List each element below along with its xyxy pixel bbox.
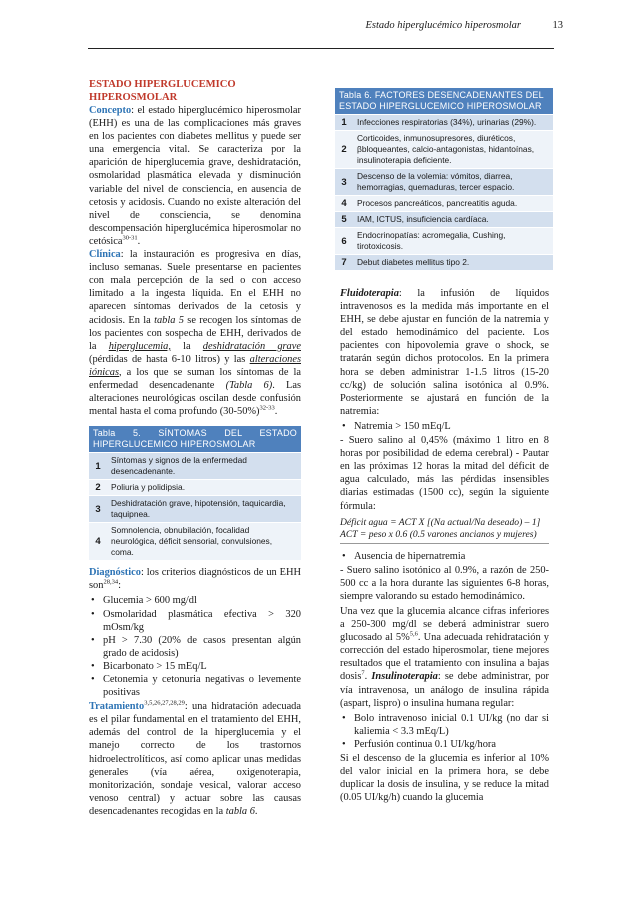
criteria-list xyxy=(89,594,301,699)
table-5-body xyxy=(89,452,301,560)
row-text: Síntomas y signos de la enfermedad desencadenante. xyxy=(107,453,301,480)
row-text: Somnolencia, obnubilación, focalidad neurológica, déficit sensorial, convulsiones, coma. xyxy=(107,523,301,561)
list-item: • Bicarbonato > 15 mEq/L xyxy=(103,660,301,673)
clinica-text: , a los que se suman los síntomas de la enfermedad desencadenante xyxy=(89,366,301,391)
clinica-text: se recogen los síntomas de los pacientes con sospecha de EHH, derivados de la xyxy=(89,314,302,352)
table-5-title: Tabla 5. SÍNTOMAS DEL ESTADO HIPERGLUCEMICO HIPEROSMOLAR xyxy=(89,426,301,452)
fluidoterapia-paragraph xyxy=(340,287,549,418)
tabla5-ref: tabla 5 xyxy=(154,314,184,326)
row-number: 3 xyxy=(89,496,107,523)
row-number: 3 xyxy=(335,169,353,196)
left-column xyxy=(89,78,301,820)
list-item: • Natremia > 150 mEq/L xyxy=(354,420,549,433)
ausencia-list xyxy=(340,550,549,563)
tratamiento-ref: 3,5,26,27,28,29 xyxy=(144,699,185,707)
running-title: Estado hiperglucémico hiperosmolar xyxy=(365,20,521,31)
table-6-title: Tabla 6. FACTORES DESENCADENANTES DEL ESTADO HIPERGLUCEMICO HIPEROSMOLAR xyxy=(335,88,553,114)
row-number: 6 xyxy=(335,228,353,255)
table-row xyxy=(335,228,553,255)
page-number: 13 xyxy=(552,20,563,31)
diagnostico-paragraph xyxy=(89,566,301,592)
table-row xyxy=(335,255,553,271)
row-text: IAM, ICTUS, insuficiencia cardíaca. xyxy=(353,212,553,228)
concepto-label: Concepto xyxy=(89,105,132,116)
tabla6-ref: tabla 6 xyxy=(225,805,255,817)
table-row xyxy=(89,453,301,480)
table-6 xyxy=(335,88,553,270)
list-item: • Ausencia de hipernatremia xyxy=(354,550,549,563)
glucemia-ref: 5,6 xyxy=(409,630,418,638)
glucemia-text: Una vez que la glucemia alcance cifras inferiores a 250-300 mg/dl se deberá administrar suero glucosado al 5% xyxy=(340,605,549,644)
concepto-end: . xyxy=(137,235,141,247)
tratamiento-end: . xyxy=(254,805,258,817)
table-row xyxy=(335,169,553,196)
insulin-list xyxy=(340,712,549,751)
table-row xyxy=(89,523,301,561)
clinica-text: : la instauración es progresiva en días, incluso semanas. Suele presentarse en pacientes con mala percepción de la sed o con acceso limitado a la ingesta líquida. En el EHH no aparecen síntomas derivados de la cetosis y acidosis. En la xyxy=(89,249,301,326)
row-text: Infecciones respiratorias (34%), urinarias (29%). xyxy=(353,115,553,131)
list-item: • Osmolaridad plasmática efectiva > 320 mOsm/kg xyxy=(103,608,301,634)
tratamiento-paragraph xyxy=(89,700,301,818)
header-divider xyxy=(88,48,554,49)
concepto-text: : el estado hiperglucémico hiperosmolar (EHH) es una de las complicaciones más graves en los pacientes con diabetes mellitus y puede ser una emergencia vital. Se caracteriza por la aparición de hiperglucemia grave, deshidratación, osmolaridad plasmática elevada y disminución variable del nivel de consciencia, en ausencia de cetosis y acidosis. Cuando no existe alteración del nivel de consciencia, se denomina descompensación hiperglucémica hiperosmolar no cetósica xyxy=(89,105,301,247)
row-text: Poliuria y polidipsia. xyxy=(107,480,301,496)
row-number: 4 xyxy=(89,523,107,561)
table-row xyxy=(89,496,301,523)
insulinoterapia-text: : se debe administrar, por vía intravenosa, un análogo de insulina rápida (aspart, lispro) o insulina humana regular: xyxy=(340,671,549,709)
glucemia-text: . xyxy=(364,671,372,683)
right-column xyxy=(340,287,549,806)
row-number: 2 xyxy=(89,480,107,496)
tabla6-ref: (Tabla 6) xyxy=(225,379,273,391)
row-text: Descenso de la volemia: vómitos, diarrea, hemorragias, quemaduras, tercer espacio. xyxy=(353,169,553,196)
deficit-formula: Déficit agua = ACT X [(Na actual/Na deseado) – 1] ACT = peso x 0.6 (0.5 varones ancianos y mujeres) xyxy=(340,517,549,544)
clinica-text: (pérdidas de hasta 6-10 litros) y las xyxy=(89,353,250,365)
diagnostico-ref: 28,34 xyxy=(103,578,119,586)
final-paragraph: Si el descenso de la glucemia es inferior al 10% del valor inicial en la primera hora, se debe duplicar la dosis de insulina, y se reduce la mitad (0.05 UI/kg/h) cuando la glucemia xyxy=(340,753,549,804)
row-text: Endocrinopatías: acromegalia, Cushing, tirotoxicosis. xyxy=(353,228,553,255)
tratamiento-text: : una hidratación adecuada es el pilar fundamental en el tratamiento del EHH, además del control de la hiperglucemia y el manejo correcto de los trastornos hidroelectrolíticos, así como aplicar unas medidas generales (vía aérea, oxigenoterapia, monitorización, sondaje vesical, valorar acceso venoso central) y actuar sobre las causas desencadenantes recogidas en la xyxy=(89,701,301,817)
table-row xyxy=(89,480,301,496)
glucemia-paragraph xyxy=(340,605,549,710)
clinica-end: . xyxy=(274,406,278,418)
table-row xyxy=(335,115,553,131)
table-6-body xyxy=(335,114,553,270)
list-item: • pH > 7.30 (20% de casos presentan algún grado de acidosis) xyxy=(103,634,301,660)
clinica-text: . Las alteraciones neurológicas oscilan desde confusión mental hasta el coma profundo (30-50%) xyxy=(89,379,302,418)
clinica-label: Clínica xyxy=(89,249,121,261)
table-5 xyxy=(89,426,301,560)
insulinoterapia-label: Insulinoterapia xyxy=(371,671,438,683)
page-header xyxy=(95,12,563,40)
row-text: Deshidratación grave, hipotensión, taquicardia, taquipnea. xyxy=(107,496,301,523)
clinica-text: la xyxy=(170,340,203,352)
row-number: 1 xyxy=(89,453,107,480)
clinica-ref: 32-33 xyxy=(259,404,275,412)
diagnostico-end: : xyxy=(118,580,121,592)
row-text: Procesos pancreáticos, pancreatitis aguda. xyxy=(353,196,553,212)
tratamiento-label: Tratamiento xyxy=(89,701,145,713)
table-row xyxy=(335,131,553,169)
list-item: • Perfusión continua 0.1 UI/kg/hora xyxy=(354,738,549,751)
list-item: • Glucemia > 600 mg/dl xyxy=(103,594,301,607)
row-number: 7 xyxy=(335,255,353,271)
list-item: • Bolo intravenoso inicial 0.1 UI/kg (no dar si kaliemia < 3.3 mEq/L) xyxy=(354,712,549,738)
list-item: • Cetonemia y cetonuria negativas o levemente positivas xyxy=(103,673,301,699)
diagnostico-text: : los criterios diagnósticos de un EHH son xyxy=(89,567,301,592)
alteraciones-term: alteraciones iónicas xyxy=(89,353,301,378)
fluidoterapia-label: Fluidoterapia xyxy=(340,288,399,299)
concepto-ref: 30-31 xyxy=(122,234,138,242)
concepto-paragraph xyxy=(89,104,301,418)
ausencia-text: - Suero salino isotónico al 0.9%, a razón de 250-500 cc a la hora durante las siguientes 6-8 horas, siempre valorando su estado hemodinámico. xyxy=(340,564,549,602)
fluidoterapia-text: : la infusión de líquidos intravenosos es la medida más importante en el EHH, se debe ajustar en función de la natremia y del estado hemodinámico del paciente. Los pacientes con hipovolemia grave o shock, se tratarán según dichos protocolos. En la primera hora se deben administrar 1-1.5 litros (15-20 cc/kg) de solución salina isotónica al 0.9%. Posteriormente se ajustará en función de la natremia: xyxy=(340,288,549,417)
table-row xyxy=(335,212,553,228)
natremia-list xyxy=(340,420,549,433)
row-text: Debut diabetes mellitus tipo 2. xyxy=(353,255,553,271)
diagnostico-label: Diagnóstico xyxy=(89,567,141,579)
row-number: 2 xyxy=(335,131,353,169)
glucemia-text: . Una adecuada rehidratación y corrección del estado hiperosmolar, tiene mejores resultados que el tratamiento con insulina a bajas dosis xyxy=(340,632,549,683)
deshidratacion-term: deshidratación grave xyxy=(202,340,301,352)
hiperglucemia-term: hiperglucemia, xyxy=(108,340,171,352)
glucemia-ref: 7 xyxy=(361,669,365,677)
row-number: 5 xyxy=(335,212,353,228)
natremia-text: - Suero salino al 0,45% (máximo 1 litro en 8 horas por posibilidad de edema cerebral) - Pautar en las próximas 12 horas la mitad del déficit de agua calculado, más las pérdidas insensibles diarias estimadas (1500 cc), según la siguiente fórmula: xyxy=(340,435,549,512)
row-number: 1 xyxy=(335,115,353,131)
row-text: Corticoides, inmunosupresores, diuréticos, βbloqueantes, calcio-antagonistas, hidantoínas, insulinoterapia deficiente. xyxy=(353,131,553,169)
section-title: ESTADO HIPERGLUCEMICO HIPEROSMOLAR xyxy=(89,79,236,103)
row-number: 4 xyxy=(335,196,353,212)
table-row xyxy=(335,196,553,212)
